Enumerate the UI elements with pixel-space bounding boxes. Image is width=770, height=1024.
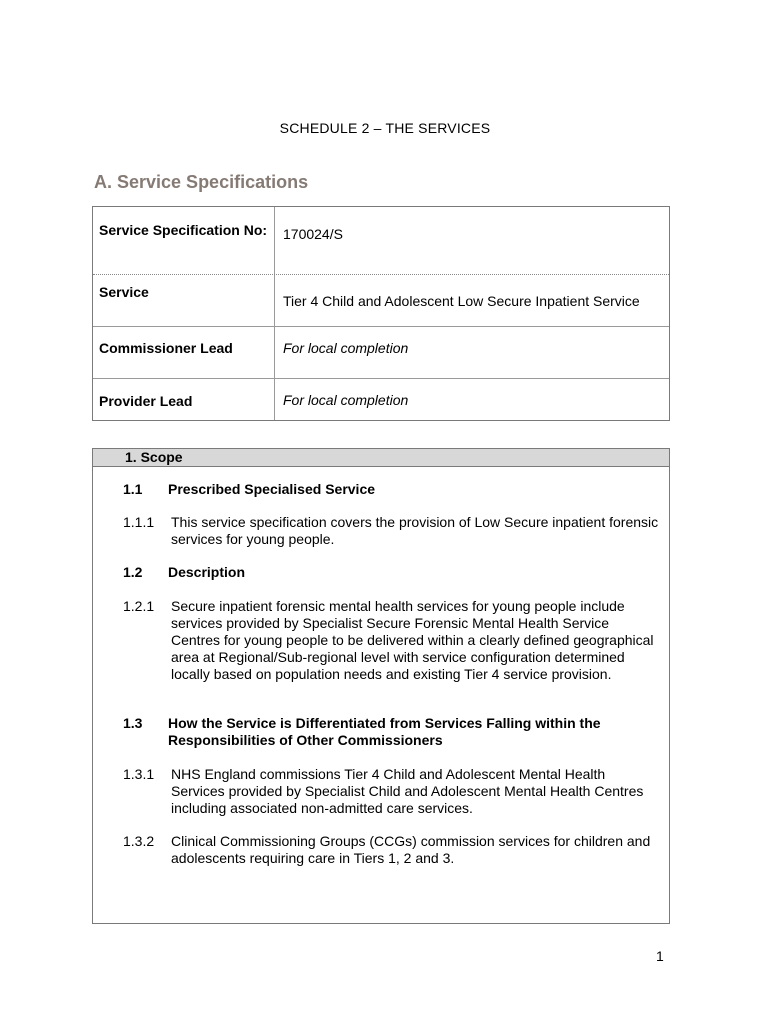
scope-item [123,715,663,751]
scope-header: 1. Scope [93,449,669,467]
item-number: 1.2.1 [123,598,155,614]
spec-table [92,206,670,421]
item-number: 1.1 [123,481,143,497]
item-number: 1.2 [123,564,143,580]
spec-label: Service [93,275,275,326]
spec-row-provider [93,378,669,420]
item-text: Secure inpatient forensic mental health services for young people include services provided by Specialist Secure Forensic Mental Health Service Centres for young people to be delivered within a clearly defined geographical area at Regional/Sub-regional level with service configuration determined locally based on population needs and existing Tier 4 service provision. [171,598,654,682]
scope-item [123,598,663,702]
item-text: How the Service is Differentiated from Services Falling within the Responsibilities of Other Commissioners [168,715,601,748]
spec-label: Provider Lead [93,379,275,420]
scope-item [123,766,663,820]
item-number: 1.3 [123,715,143,731]
item-text: Clinical Commissioning Groups (CCGs) commission services for children and adolescents requiring care in Tiers 1, 2 and 3. [171,833,651,866]
item-number: 1.3.1 [123,766,155,782]
page-number: 1 [656,948,664,964]
spec-value: For local completion [283,392,409,408]
item-text: Description [168,564,246,580]
item-number: 1.1.1 [123,514,155,530]
item-text: Prescribed Specialised Service [168,481,376,497]
scope-item [123,833,663,869]
spec-label: Commissioner Lead [93,327,275,378]
spec-value: Tier 4 Child and Adolescent Low Secure Inpatient Service [283,293,640,309]
spec-value: 170024/S [283,226,343,242]
scope-item [123,514,663,550]
schedule-title: SCHEDULE 2 – THE SERVICES [279,120,491,136]
spec-label: Service Specification No: [93,207,275,274]
item-text: NHS England commissions Tier 4 Child and Adolescent Mental Health Services provided by Specialist Child and Adolescent Mental Health Centres including associated non-admitted care services. [171,766,644,816]
spec-value: For local completion [283,340,409,356]
item-text: This service specification covers the provision of Low Secure inpatient forensic services for young people. [171,514,659,547]
item-number: 1.3.2 [123,833,155,849]
scope-box [92,448,670,924]
spec-row-number [93,207,669,274]
spec-row-service [93,274,669,326]
section-heading: A. Service Specifications [94,172,309,192]
spec-row-commissioner [93,326,669,378]
